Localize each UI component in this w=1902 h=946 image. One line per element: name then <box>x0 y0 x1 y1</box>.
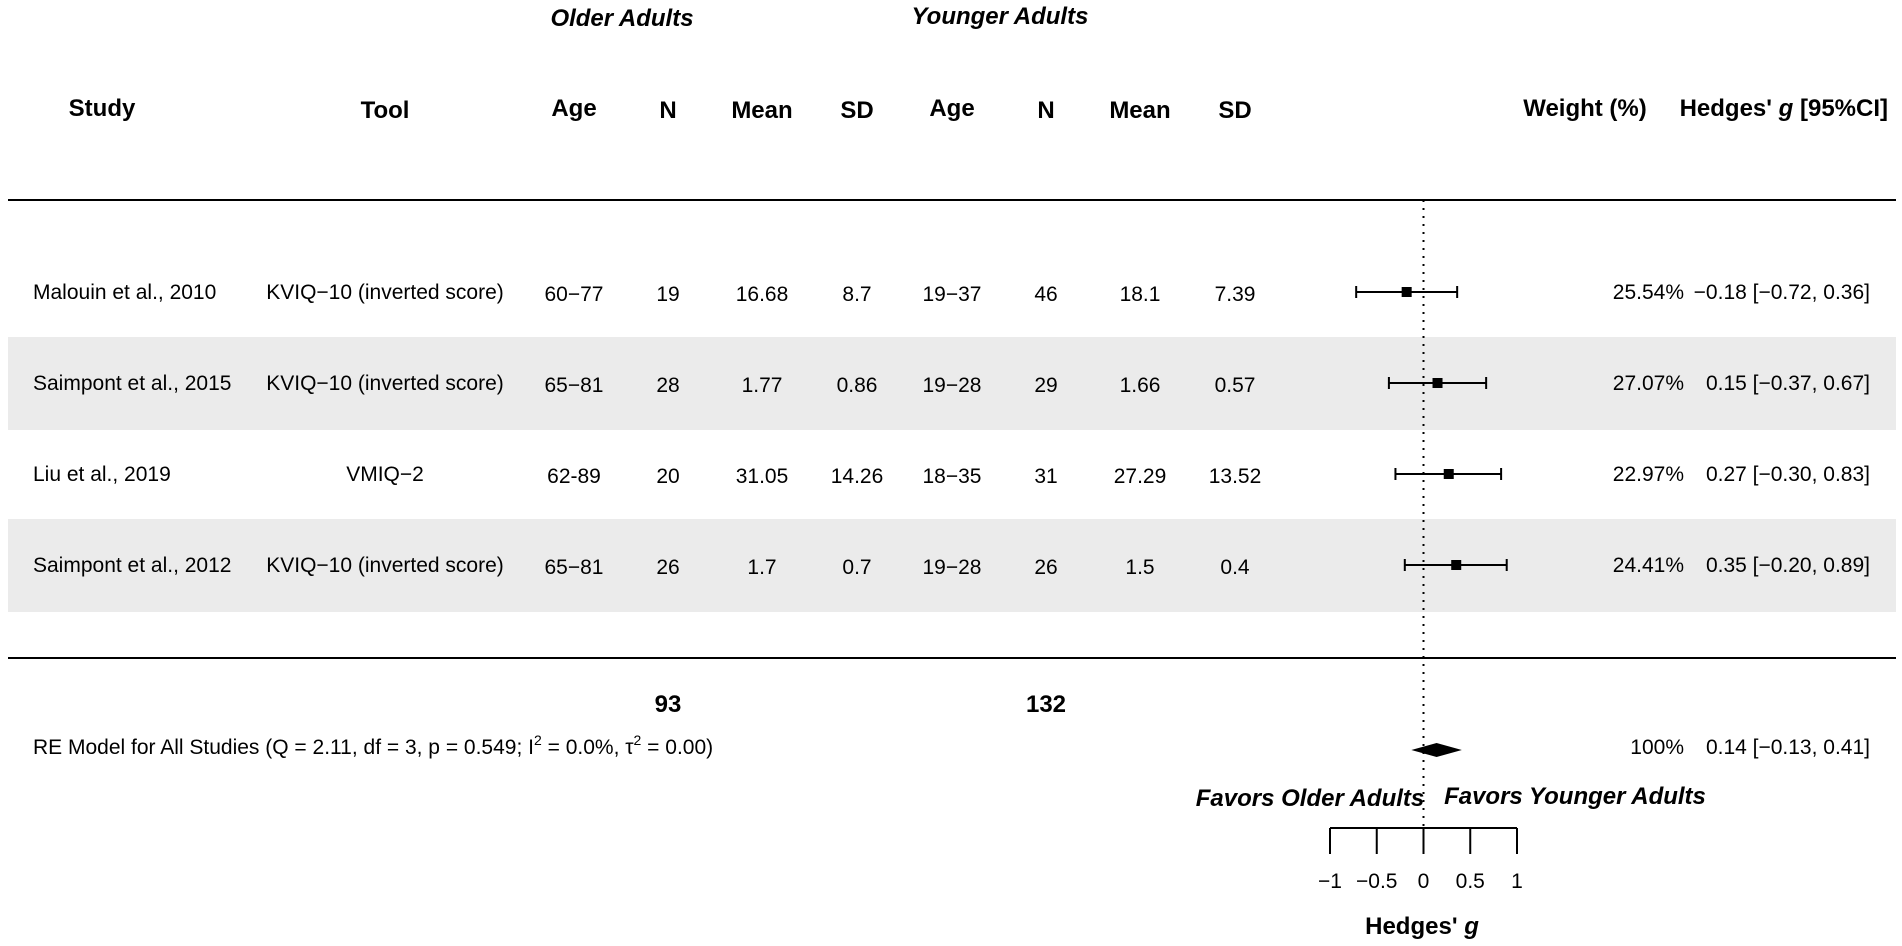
cell-ci-text: 0.35 [−0.20, 0.89] <box>1705 554 1870 577</box>
cell-younger-mean: 18.1 <box>1119 283 1161 306</box>
axis-tick-label: 0 <box>1417 870 1430 893</box>
summary-label: RE Model for All Studies (Q = 2.11, df = 3, p = 0.549; $I^2 = 0.0\%$, $\tau^2 = 0.00$) <box>33 732 714 759</box>
cell-older-age: 65−81 <box>544 374 604 397</box>
cell-younger-n: 26 <box>1034 556 1058 579</box>
summary-weight: 100% <box>1630 736 1684 759</box>
axis-tick-label: 1 <box>1511 870 1523 893</box>
cell-older-n: 20 <box>656 465 680 488</box>
cell-ci-text: 0.15 [−0.37, 0.67] <box>1705 372 1870 395</box>
header-older-n: N <box>659 97 677 124</box>
summary-ci: 0.14 [−0.13, 0.41] <box>1705 736 1870 759</box>
header-younger-age: Age <box>929 95 975 122</box>
cell-older-sd: 8.7 <box>842 283 872 306</box>
cell-tool: KVIQ−10 (inverted score) <box>266 372 504 395</box>
cell-younger-mean: 1.66 <box>1119 374 1161 397</box>
cell-younger-age: 19−28 <box>922 556 982 579</box>
pooled-diamond <box>1411 743 1461 757</box>
cell-younger-age: 18−35 <box>922 465 982 488</box>
header-older-age: Age <box>551 95 597 122</box>
header-younger-n: N <box>1037 97 1055 124</box>
cell-younger-mean: 1.5 <box>1125 556 1155 579</box>
cell-younger-mean: 27.29 <box>1113 465 1167 488</box>
cell-tool: KVIQ−10 (inverted score) <box>266 554 504 577</box>
younger-adults-group-label: Younger Adults <box>911 3 1089 30</box>
cell-younger-n: 46 <box>1034 283 1058 306</box>
cell-younger-n: 29 <box>1034 374 1058 397</box>
header-hedges-g-ci: Hedges' g [95%CI] <box>1679 95 1888 122</box>
axis-tick-label: −0.5 <box>1356 870 1398 893</box>
header-older-sd: SD <box>840 97 874 124</box>
cell-older-mean: 31.05 <box>735 465 789 488</box>
cell-weight: 24.41% <box>1612 554 1684 577</box>
header-younger-sd: SD <box>1218 97 1252 124</box>
header-study: Study <box>68 95 136 122</box>
cell-older-mean: 16.68 <box>735 283 789 306</box>
cell-study: Saimpont et al., 2015 <box>33 372 232 395</box>
cell-study: Saimpont et al., 2012 <box>33 554 232 577</box>
cell-older-mean: 1.7 <box>747 556 777 579</box>
cell-older-age: 60−77 <box>544 283 604 306</box>
point-estimate <box>1451 560 1461 570</box>
total-younger-n: 132 <box>1025 691 1067 718</box>
cell-older-n: 19 <box>656 283 680 306</box>
cell-ci-text: −0.18 [−0.72, 0.36] <box>1693 281 1870 304</box>
x-axis-label: Hedges' g <box>1365 913 1479 940</box>
cell-weight: 25.54% <box>1612 281 1684 304</box>
axis-tick-label: 0.5 <box>1455 870 1485 893</box>
cell-older-n: 28 <box>656 374 680 397</box>
header-weight: Weight (%) <box>1523 95 1647 122</box>
axis-tick-label: −1 <box>1318 870 1342 893</box>
older-adults-group-label: Older Adults <box>550 5 694 32</box>
cell-older-sd: 0.7 <box>842 556 872 579</box>
cell-study: Liu et al., 2019 <box>33 463 171 486</box>
table-row <box>33 463 1870 488</box>
cell-tool: KVIQ−10 (inverted score) <box>266 281 504 304</box>
x-axis <box>1318 828 1523 893</box>
header-older-mean: Mean <box>731 97 793 124</box>
header-tool: Tool <box>360 97 410 124</box>
point-estimate <box>1433 378 1443 388</box>
cell-older-mean: 1.77 <box>741 374 783 397</box>
header-younger-mean: Mean <box>1109 97 1171 124</box>
cell-older-age: 65−81 <box>544 556 604 579</box>
cell-younger-age: 19−37 <box>922 283 982 306</box>
cell-older-sd: 0.86 <box>836 374 878 397</box>
cell-younger-sd: 0.4 <box>1220 556 1250 579</box>
cell-older-n: 26 <box>656 556 680 579</box>
cell-older-sd: 14.26 <box>830 465 884 488</box>
favors-younger-label: Favors Younger Adults <box>1444 783 1706 810</box>
table-row <box>33 281 1870 306</box>
point-estimate <box>1444 469 1454 479</box>
cell-weight: 22.97% <box>1612 463 1684 486</box>
cell-study: Malouin et al., 2010 <box>33 281 217 304</box>
cell-ci-text: 0.27 [−0.30, 0.83] <box>1705 463 1870 486</box>
point-estimate <box>1402 287 1412 297</box>
cell-younger-n: 31 <box>1034 465 1058 488</box>
cell-younger-sd: 7.39 <box>1214 283 1256 306</box>
cell-younger-sd: 13.52 <box>1208 465 1262 488</box>
cell-tool: VMIQ−2 <box>346 463 424 486</box>
cell-older-age: 62-89 <box>547 465 601 488</box>
total-older-n: 93 <box>654 691 682 718</box>
favors-older-label: Favors Older Adults <box>1195 785 1425 812</box>
cell-younger-sd: 0.57 <box>1214 374 1256 397</box>
cell-weight: 27.07% <box>1612 372 1684 395</box>
cell-younger-age: 19−28 <box>922 374 982 397</box>
